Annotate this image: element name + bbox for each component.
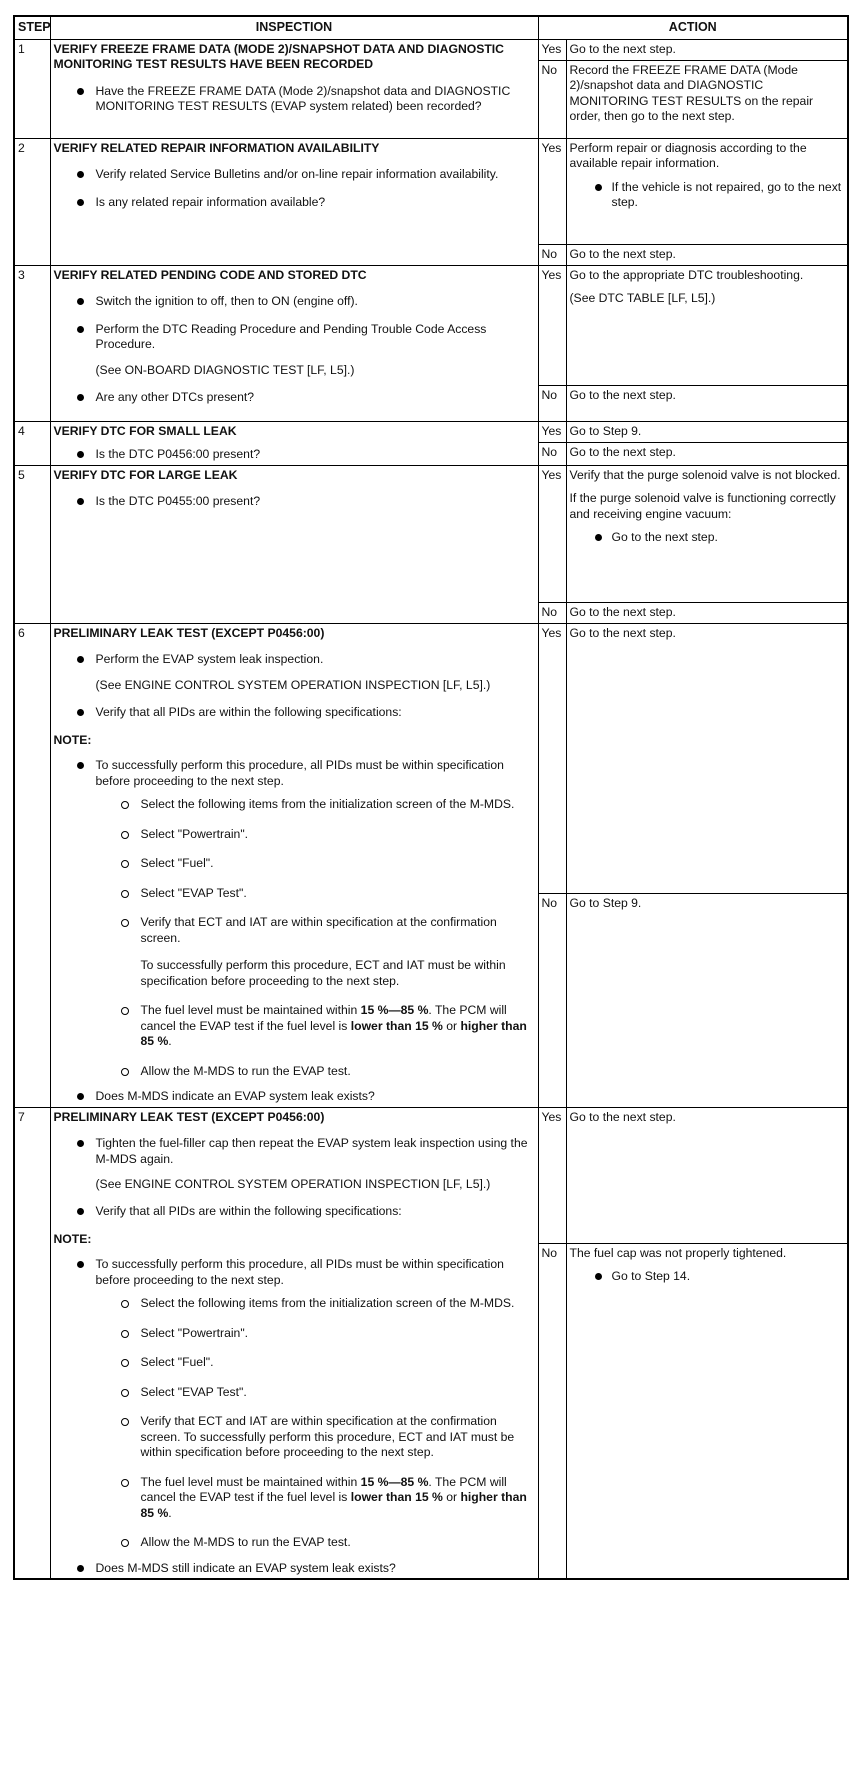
no-action: Go to the next step. — [566, 602, 848, 623]
note-label: NOTE: — [53, 1231, 92, 1246]
yes-action: Verify that the purge solenoid valve is not blocked. — [569, 467, 841, 482]
fuel-range: 15 %—85 % — [360, 1003, 429, 1018]
sub-item: Select the following items from the initialization screen of the M-MDS. — [54, 1296, 535, 1311]
inspection-bullet: Does M-MDS still indicate an EVAP system leak exists? — [54, 1561, 535, 1576]
inspection-bullet: Switch the ignition to off, then to ON (engine off). — [54, 294, 535, 309]
fuel-low: lower than 15 % — [350, 1490, 443, 1505]
step-number: 2 — [14, 138, 50, 265]
fuel-text: . The PCM will cancel the EVAP test if the fuel level is — [140, 1003, 507, 1033]
sub-item: Allow the M-MDS to run the EVAP test. — [54, 1535, 535, 1550]
step-title: VERIFY DTC FOR SMALL LEAK — [53, 423, 237, 438]
inspection-bullet: Is the DTC P0456:00 present? — [54, 447, 535, 462]
inspection-bullet: Are any other DTCs present? — [54, 390, 535, 405]
yes-label: Yes — [538, 465, 566, 602]
fuel-text: . — [168, 1034, 172, 1049]
step-7-inspection — [50, 1107, 538, 1579]
no-label: No — [538, 893, 566, 1107]
no-label: No — [538, 602, 566, 623]
yes-action: Go to Step 9. — [566, 421, 848, 442]
no-label: No — [538, 385, 566, 421]
yes-action: Go to the next step. — [566, 1107, 848, 1243]
inspection-bullet: Is the DTC P0455:00 present? — [54, 494, 535, 509]
no-label: No — [538, 1243, 566, 1579]
sub-item: Select "EVAP Test". — [54, 1385, 535, 1400]
yes-action: Go to the next step. — [566, 623, 848, 893]
header-action: ACTION — [538, 16, 848, 39]
fuel-text: . — [168, 1505, 172, 1520]
step-6-inspection — [50, 623, 538, 1107]
inspection-bullet: Have the FREEZE FRAME DATA (Mode 2)/snapshot data and DIAGNOSTIC MONITORING TEST RESULTS (EVAP system related) been recorded? — [54, 84, 535, 115]
inspection-bullet: Verify that all PIDs are within the following specifications: — [54, 705, 535, 720]
inspection-bullet: Is any related repair information available? — [54, 195, 535, 210]
inspection-bullet: Tighten the fuel-filler cap then repeat the EVAP system leak inspection using the M-MDS again. — [54, 1136, 535, 1167]
sub-item: Select "EVAP Test". — [54, 886, 535, 901]
step-title: VERIFY FREEZE FRAME DATA (MODE 2)/SNAPSHOT DATA AND DIAGNOSTIC MONITORING TEST RESULTS HAVE BEEN RECORDED — [53, 41, 504, 72]
yes-action: Perform repair or diagnosis according to the available repair information. — [569, 140, 807, 171]
fuel-text: or — [442, 1018, 461, 1033]
action-bullet: Go to Step 14. — [570, 1269, 845, 1284]
no-label: No — [538, 244, 566, 265]
action-bullet: Go to the next step. — [570, 530, 845, 545]
step-number: 7 — [14, 1107, 50, 1579]
step-4-inspection — [50, 421, 538, 465]
sub-item: Select "Powertrain". — [54, 1326, 535, 1341]
reference-note: (See ENGINE CONTROL SYSTEM OPERATION INSPECTION [LF, L5].) — [95, 677, 491, 692]
step-title: VERIFY RELATED PENDING CODE AND STORED DTC — [53, 267, 367, 282]
step-title: VERIFY DTC FOR LARGE LEAK — [53, 467, 238, 482]
step-title: VERIFY RELATED REPAIR INFORMATION AVAILABILITY — [53, 140, 380, 155]
yes-action-condition: If the purge solenoid valve is functioning correctly and receiving engine vacuum: — [569, 491, 836, 521]
header-row — [14, 16, 848, 39]
inspection-bullet: To successfully perform this procedure, all PIDs must be within specification before proceeding to the next step. — [54, 1257, 535, 1288]
step-title: PRELIMINARY LEAK TEST (EXCEPT P0456:00) — [53, 625, 325, 640]
diagnostic-procedure-table — [13, 15, 849, 1580]
no-label: No — [538, 60, 566, 138]
step-2-yes-row — [14, 138, 848, 244]
sub-item: Select the following items from the initialization screen of the M-MDS. — [54, 797, 535, 812]
step-number: 1 — [14, 39, 50, 138]
fuel-text: The fuel level must be maintained within — [140, 1003, 361, 1018]
yes-action-cell — [566, 265, 848, 385]
inspection-bullet: Perform the EVAP system leak inspection. — [54, 652, 535, 667]
inspection-bullet: To successfully perform this procedure, all PIDs must be within specification before proceeding to the next step. — [54, 758, 535, 789]
step-1-inspection — [50, 39, 538, 138]
step-5-inspection — [50, 465, 538, 623]
fuel-text: or — [442, 1490, 461, 1505]
step-3-inspection — [50, 265, 538, 421]
step-5-yes-row — [14, 465, 848, 602]
action-bullet: If the vehicle is not repaired, go to the next step. — [570, 180, 845, 211]
yes-label: Yes — [538, 623, 566, 893]
fuel-level-item — [54, 1475, 535, 1521]
yes-action-cell — [566, 465, 848, 602]
sub-item: Verify that ECT and IAT are within specification at the confirmation screen. To successfully perform this procedure, ECT and IAT must be within specification before proceeding to the next step. — [54, 1414, 535, 1460]
note-label: NOTE: — [53, 732, 92, 747]
no-action: The fuel cap was not properly tightened. — [569, 1245, 787, 1260]
fuel-low: lower than 15 % — [350, 1018, 443, 1033]
reference-note: (See ENGINE CONTROL SYSTEM OPERATION INSPECTION [LF, L5].) — [95, 1176, 491, 1191]
step-number: 6 — [14, 623, 50, 1107]
sub-item — [54, 915, 535, 989]
reference-note: (See ON-BOARD DIAGNOSTIC TEST [LF, L5].) — [95, 362, 355, 377]
step-number: 4 — [14, 421, 50, 465]
step-title: PRELIMINARY LEAK TEST (EXCEPT P0456:00) — [53, 1109, 325, 1124]
sub-item: Select "Fuel". — [54, 856, 535, 871]
step-6-yes-row — [14, 623, 848, 893]
step-3-yes-row — [14, 265, 848, 385]
inspection-bullet: Does M-MDS indicate an EVAP system leak exists? — [54, 1089, 535, 1104]
no-action: Go to the next step. — [566, 443, 848, 466]
sub-item: Allow the M-MDS to run the EVAP test. — [54, 1064, 535, 1079]
fuel-text: The fuel level must be maintained within — [140, 1474, 361, 1489]
no-action: Go to the next step. — [566, 244, 848, 265]
yes-label: Yes — [538, 138, 566, 244]
step-number: 3 — [14, 265, 50, 421]
no-action-cell — [566, 1243, 848, 1579]
yes-label: Yes — [538, 39, 566, 60]
no-action: Go to the next step. — [566, 385, 848, 421]
inspection-bullet: Perform the DTC Reading Procedure and Pending Trouble Code Access Procedure. — [54, 322, 535, 353]
fuel-level-item — [54, 1003, 535, 1049]
sub-item: Select "Fuel". — [54, 1355, 535, 1370]
yes-label: Yes — [538, 265, 566, 385]
header-step: STEP — [14, 16, 50, 39]
inspection-bullet: Verify related Service Bulletins and/or on-line repair information availability. — [54, 167, 535, 182]
yes-label: Yes — [538, 421, 566, 442]
fuel-text: . The PCM will cancel the EVAP test if the fuel level is — [140, 1474, 507, 1505]
yes-action: Go to the appropriate DTC troubleshooting. — [569, 267, 804, 282]
no-label: No — [538, 443, 566, 466]
step-2-inspection — [50, 138, 538, 265]
yes-label: Yes — [538, 1107, 566, 1243]
sub-item-text: Verify that ECT and IAT are within specification at the confirmation screen. — [140, 915, 497, 945]
no-action: Go to Step 9. — [566, 893, 848, 1107]
sub-item-detail: To successfully perform this procedure, ECT and IAT must be within specification before proceeding to the next step. — [140, 958, 506, 988]
fuel-high: higher than 85 % — [140, 1490, 527, 1520]
yes-action-cell — [566, 138, 848, 244]
step-1-yes-row — [14, 39, 848, 60]
no-action: Record the FREEZE FRAME DATA (Mode 2)/snapshot data and DIAGNOSTIC MONITORING TEST RESULTS on the repair order, then go to the next step. — [566, 60, 848, 138]
step-7-yes-row — [14, 1107, 848, 1243]
step-4-yes-row — [14, 421, 848, 442]
inspection-bullet: Verify that all PIDs are within the following specifications: — [54, 1204, 535, 1219]
yes-action-reference: (See DTC TABLE [LF, L5].) — [569, 291, 716, 306]
yes-action: Go to the next step. — [566, 39, 848, 60]
fuel-range: 15 %—85 % — [360, 1474, 429, 1489]
sub-item: Select "Powertrain". — [54, 827, 535, 842]
header-inspection: INSPECTION — [50, 16, 538, 39]
fuel-high: higher than 85 % — [140, 1018, 527, 1049]
step-number: 5 — [14, 465, 50, 623]
